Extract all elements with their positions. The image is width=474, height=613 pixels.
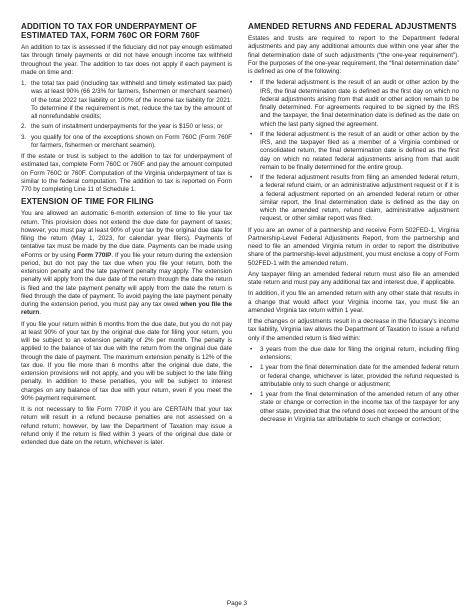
bullet-icon: •	[250, 174, 253, 181]
underpayment-intro: An addition to tax is assessed if the fiduciary did not pay enough estimated tax through timely payments or did not have enough income tax withheld throughout the year. The addition to tax does not apply if each payment is made on time and:	[21, 44, 232, 76]
list-item	[248, 391, 459, 424]
bullet-icon: •	[250, 79, 253, 87]
amended-returns-heading: AMENDED RETURNS AND FEDERAL ADJUSTMENTS	[248, 22, 457, 31]
decrease-paragraph: If the changes or adjustments result in a decrease in the fiduciary’s income tax liability, Virginia law allows the Department of Taxation to issue a refund only if the amended return is filed within:	[248, 318, 459, 342]
list-number: 3.	[21, 133, 27, 141]
list-item-text: If the federal adjustment results from filing an amended federal return, a federal refund claim, or an administrative adjustment request or if it is a federal adjustment reported on an amended federal return or other similar report, the final determination date is defined as the day on which the amended return, refund claim, administrative adjustment request, or other similar report was filed.	[260, 174, 459, 223]
list-item	[248, 79, 459, 129]
list-item-text: the total tax paid (including tax withheld and timely estimated tax paid) was at least 90% (66 2/3% for farmers, fishermen or merchant seamen) of the total 2022 tax liability or 100% of the income tax liability for 2021. To determine if the requirement is met, reduce the tax by the amount of all nonrefundable credits;	[31, 80, 232, 120]
list-item	[248, 131, 459, 172]
list-number: 2.	[21, 123, 27, 131]
list-item-text: 1 year from the final determination date for the amended federal return or federal change, whichever is later, provided the refund requested is attributable only to such change or adjustment;	[260, 364, 459, 388]
right-column	[248, 22, 459, 427]
amended-federal-paragraph: Any taxpayer filing an amended federal return must also file an amended state return and must pay any additional tax and interest due, if applicable.	[248, 270, 459, 286]
list-item-text: 3 years from the due date for filing the original return, including filing extensions;	[260, 345, 459, 361]
page-number: Page 3	[226, 600, 248, 607]
extension-heading: EXTENSION OF TIME FOR FILING	[21, 197, 154, 207]
bullet-icon: •	[250, 130, 253, 138]
partnership-paragraph: If you are an owner of a partnership and receive Form 502FED-1, Virginia Partnership-Level Federal Adjustments Report, from the partnership and need to file an amended Virginia return in order to report the distributive share of the partnership-level adjustment, you must enclose a copy of Form 502FED-1 with the amended return.	[248, 226, 459, 267]
amended-intro: Estates and trusts are required to report to the Department federal adjustments and pay any additional amounts due within one year after the final determination date of such adjustments (“the one-year requirement”). For the purposes of the one-year requirement, the “final determination date” is defined as one of the following:	[248, 35, 459, 75]
bullet-icon: •	[250, 345, 253, 353]
list-item-text: 1 year from the final determination of the amended return of any other state or change or correction in the income tax of the taxpayer for any other state, provided that the refund does not exceed the amount of the decrease in Virginia tax attributable to such change or correction;	[260, 391, 459, 423]
list-item	[248, 346, 459, 363]
extension-text-a: You are allowed an automatic 6-month extension of time to file your tax return. This provision does not extend the due date for payment of taxes; however, you must pay at least 90% of your tax by the original due date for filing the return (May 1, 2023, for calendar year filers). Payments of tentative tax must be made by the due date. Payments can be made using eForms or by using	[21, 210, 232, 259]
form-770ip-bold: Form 770IP	[77, 251, 112, 259]
exception-list	[21, 80, 232, 150]
final-determination-list	[248, 79, 459, 223]
list-number: 1.	[21, 80, 27, 87]
list-item	[248, 174, 459, 224]
extension-paragraph	[21, 210, 232, 317]
extension-text-b: . If you file your return during the extension period, but do not pay the tax due when you file your return, both the extension penalty and the late payment penalty may apply. The extension penalty will apply from the due date of the return through the date the return is filed and the late payment penalty will apply from the date the return is filed through the date of payment. To avoid paying the late payment penalty during the extension period, you must pay any tax owed	[21, 251, 232, 308]
extension-text-c: .	[39, 309, 41, 317]
list-item-text: If the federal adjustment is the result of an audit or other action by the IRS, and the taxpayer filed as a member of a Virginia combined or consolidated return, the final determination date is defined as the first day on which no related federal adjustments arising from that audit remain to be finally determined for the entire group.	[260, 130, 459, 171]
bullet-icon: •	[250, 364, 253, 372]
list-item-text: the sum of installment underpayments for the year is $150 or less; or	[31, 123, 223, 131]
bullet-icon: •	[250, 391, 253, 398]
list-item	[21, 123, 232, 131]
left-column	[21, 22, 232, 450]
extension-penalty-paragraph: If you file your return within 6 months from the due date, but you do not pay at least 90% of your tax by the original due date for filing your return, you will be subject to an extension penalty of 2% per month. The penalty is applied to the balance of tax due with the return from the original due date through the date of payment. The maximum extension penalty is 12% of the tax due. If you file more than 6 months after the original due date, the extension provisions will not apply, and you will be subject to the late filing penalty. In addition to these penalties, you will be subject to interest charges on any balance of tax due with your return, even if you meet the 90% payment requirement.	[21, 320, 232, 402]
list-item	[21, 80, 232, 121]
list-item	[21, 134, 232, 151]
list-item	[248, 364, 459, 389]
list-item-text: you qualify for one of the exceptions shown on Form 760C (Form 760F for farmers, fishermen or merchant seamen).	[31, 133, 232, 149]
list-item-text: If the federal adjustment is the result of an audit or other action by the IRS, the final determination date is defined as the first day on which no federal adjustments arising from that audit or other action remain to be finally determined. For agreements required to be signed by the IRS and the taxpayer, the final determination date is defined as the date on which the last party signed the agreement.	[260, 79, 459, 128]
refund-window-list	[248, 346, 459, 424]
other-state-paragraph: In addition, if you file an amended return with any other state that results in a change that would affect your Virginia income tax, you must file an amended Virginia tax return within 1 year.	[248, 290, 459, 314]
underpayment-heading: ADDITION TO TAX FOR UNDERPAYMENT OF ESTIMATED TAX, FORM 760C OR FORM 760F	[21, 22, 200, 40]
when-you-file-bold: when you file the return	[21, 301, 232, 317]
refund-paragraph: It is not necessary to file Form 770IP if you are CERTAIN that your tax return will result in a refund because penalties are not assessed on a refund return; however, by law the Department of Taxation may issue a refund only if the return is filed within 3 years of the original due date or extended due date on the return, whichever is later.	[21, 406, 232, 446]
underpayment-form-paragraph: If the estate or trust is subject to the addition to tax for underpayment of estimated tax, complete Form 760C or 760F and pay the amount computed on Form 760C or 760F. Computation of the Virginia underpayment of tax is similar to the federal computation. The addition to tax is reported on Form 770 by completing Line 11 of Schedule 1.	[21, 153, 232, 193]
